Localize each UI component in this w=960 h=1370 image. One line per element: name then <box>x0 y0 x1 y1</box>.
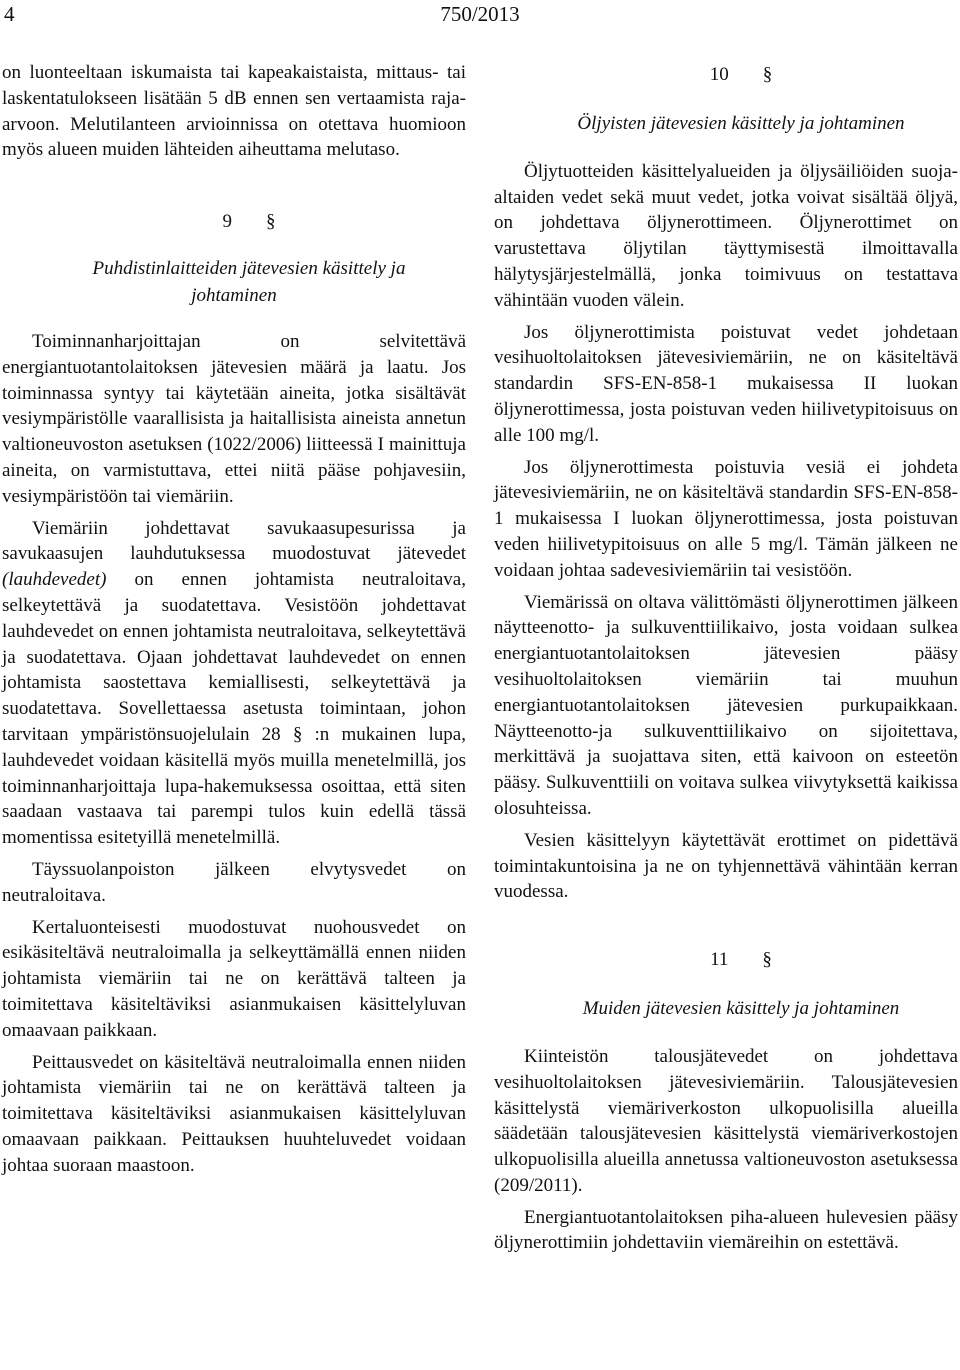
intro-paragraph: on luonteeltaan iskumaista tai kapeakaistaista, mittaus- tai laskentatulokseen lisätään 5 dB ennen sen vertaamista raja-arvoon. Melutilanteen arvioinnissa on otettava huomioon myös alueen muiden lähteiden aiheuttama melutaso. <box>2 62 466 161</box>
section-9-paragraph-5: Peittausvedet on käsiteltävä neutraloimalla ennen niiden johtamista viemäriin tai ne on kerättävä talteen ja toimitettava käsiteltäviksi asianmukaisen käsittelyluvan omaavaan paikkaan. Peittauksen huuhteluvedet voidaan johtaa suoraan maastoon. <box>2 1051 466 1176</box>
section-10-number: 10 <box>709 64 729 85</box>
section-9-paragraph-2 <box>2 516 466 851</box>
section-9-symbol: § <box>266 211 276 233</box>
document-id: 750/2013 <box>440 2 520 26</box>
page-number: 4 <box>4 2 15 26</box>
section-10-title: Öljyisten jätevesien käsittely ja johtaminen <box>577 112 905 134</box>
section-10-paragraph-4: Viemärissä on oltava välittömästi öljynerottimen jälkeen näytteenotto- ja sulkuventtiilikaivo, josta voidaan sulkea energiantuotantolaitoksen jätevesien pääsy vesihuoltolaitoksen viemäriin tai muuhun energiantuotantolaitoksen jätevesien purkupaikkaan. Näytteenotto-ja sulkuventtiilikaivo on sijoitettava, merkittävä ja suojattava siten, että kaivoon on esteetön pääsy. Sulkuventtiili on voitava sulkea viivytyksettä kaikissa olosuhteissa. <box>494 591 958 819</box>
section-9-number: 9 <box>222 211 232 233</box>
section-10-heading <box>494 62 958 88</box>
section-11-paragraph-1: Kiinteistön talousjätevedet on johdettava vesihuoltolaitoksen jätevesiviemäriin. Talousjätevesien käsittelystä viemäriverkoston ulkopuolisilla alueilla säädetään talousjätevesien käsittelystä viemäriverkostojen ulkopuolisilla alueilla annetussa valtioneuvoston asetuksessa (209/2011). <box>494 1045 958 1196</box>
section-9-title: Puhdistinlaitteiden jätevesien käsittely ja johtaminen <box>92 257 406 306</box>
section-10-paragraph-2: Jos öljynerottimista poistuvat vedet johdetaan vesihuoltolaitoksen jätevesiviemäriin, ne on käsiteltävä standardin SFS-EN-858-1 mukaisessa II luokan öljynerottimessa, josta poistuvan veden hiilivetypitoisuus on alle 100 mg/l. <box>494 321 958 446</box>
section-10-paragraph-3: Jos öljynerottimesta poistuvia vesiä ei johdeta jätevesiviemäriin, ne on käsiteltävä standardin SFS-EN-858-1 mukaisessa I luokan öljynerottimessa, josta poistuvan veden hiilivetypitoisuus on alle 5 mg/l. Tämän jälkeen ne voidaan johtaa sadevesiviemäriin tai vesistöön. <box>494 456 958 581</box>
section-11-symbol: § <box>762 949 772 971</box>
section-9-paragraph-1: Toiminnanharjoittajan on selvitettävä energiantuotantolaitoksen jätevesien määrä ja laatu. Jos toiminnassa syntyy tai käytetään aineita, jotka sisältävät vesiympäristölle vaarallisista ja haitallisista aineista annetun valtioneuvoston asetuksen (1022/2006) liitteessä I mainittuja aineita, on varmistuttava, ettei niitä pääse pohjavesiin, vesiympäristöön tai viemäriin. <box>2 330 466 507</box>
right-column <box>494 60 958 1262</box>
section-10-paragraph-1: Öljytuotteiden käsittelyalueiden ja öljysäiliöiden suoja-altaiden vedet sekä muut vedet, jotka voivat sisältää öljyä, on johdettava öljynerottimeen. Öljynerottimet on varustettava öljytilan täyttymisestä ilmoittavalla hälytysjärjestelmällä, jonka toimivuus on testattava vähintään vuoden välein. <box>494 160 958 311</box>
section-10-paragraph-5: Vesien käsittelyyn käytettävät erottimet on pidettävä toimintakuntoisina ja ne on tyhjennettävä vähintään kerran vuodessa. <box>494 829 958 903</box>
left-column <box>2 60 466 1184</box>
section-9-paragraph-2-text-a: Viemäriin johdettavat savukaasupesurissa ja savukaasujen lauhdutuksessa muodostuvat jätevedet <box>2 517 466 565</box>
section-11-heading <box>494 947 958 973</box>
section-10-symbol: § <box>762 64 773 85</box>
section-11-number: 11 <box>710 949 729 971</box>
section-9-paragraph-4: Kertaluonteisesti muodostuvat nuohousvedet on esikäsiteltävä neutraloimalla ja selkeyttämällä ennen niiden johtamista viemäriin tai ne on kerättävä talteen ja toimitettava käsiteltäviksi asianmukaisen käsittelyluvan omaavaan paikkaan. <box>2 916 466 1041</box>
section-11-title: Muiden jätevesien käsittely ja johtaminen <box>582 997 900 1019</box>
section-9-paragraph-2-text-c: on ennen johtamista neutraloitava, selkeytettävä ja suodatettava. Vesistöön johdettavat lauhdevedet on ennen johtamista neutraloitava, selkeytettävä ja suodatettava. Ojaan johdettavat lauhdevedet on ennen johtamista saostettava kemiallisesti, selkeytettävä ja suodatettava. Sovellettaessa asetusta toimintaan, johon tarvitaan ympäristönsuojelulain 28 § :n mukainen lupa, lauhdevedet voidaan käsitellä myös muilla menetelmillä, jos toiminnanharjoittaja lupa-hakemuksessa osoittaa, että siten saadaan vastaava tai parempi tulos kuin edellä tässä momentissa esitetyillä menetelmillä. <box>2 569 466 849</box>
section-9-paragraph-2-term: (lauhdevedet) <box>2 569 107 591</box>
section-9-heading <box>2 209 466 235</box>
section-11-paragraph-2: Energiantuotantolaitoksen piha-alueen hulevesien pääsy öljynerottimiin johdettaviin viemäreihin on estettävä. <box>494 1206 958 1254</box>
section-9-paragraph-3: Täyssuolanpoiston jälkeen elvytysvedet on neutraloitava. <box>2 858 466 906</box>
